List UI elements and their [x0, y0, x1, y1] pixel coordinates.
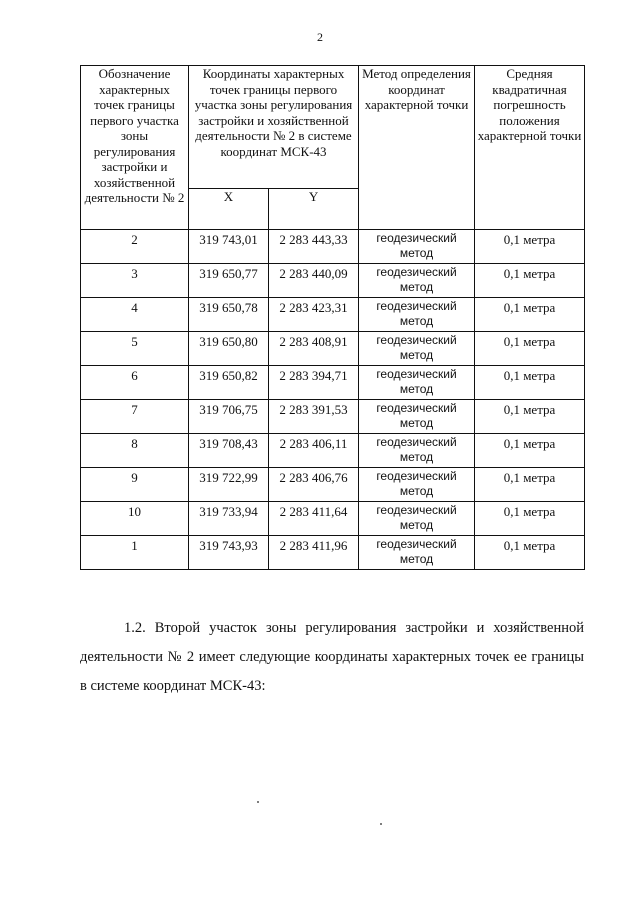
cell-point: 6	[81, 366, 189, 400]
cell-method: геодезический метод	[359, 502, 475, 536]
cell-method: геодезический метод	[359, 332, 475, 366]
cell-y: 2 283 423,31	[269, 298, 359, 332]
header-coordinates: Координаты характерных точек границы первого участка зоны регулирования застройки и хозяйственной деятельности № 2 в системе координат МСК-43	[189, 66, 359, 189]
cell-y: 2 283 408,91	[269, 332, 359, 366]
table-row	[81, 536, 585, 570]
cell-y: 2 283 391,53	[269, 400, 359, 434]
paragraph-text: 1.2. Второй участок зоны регулирования застройки и хозяйственной деятельности № 2 имеет следующие координаты характерных точек ее границы в системе координат МСК-43:	[80, 620, 584, 694]
cell-method: геодезический метод	[359, 264, 475, 298]
header-x: X	[189, 189, 269, 230]
cell-x: 319 708,43	[189, 434, 269, 468]
cell-x: 319 706,75	[189, 400, 269, 434]
coordinates-table	[80, 65, 585, 570]
cell-method: геодезический метод	[359, 434, 475, 468]
cell-y: 2 283 406,11	[269, 434, 359, 468]
cell-x: 319 650,77	[189, 264, 269, 298]
cell-error: 0,1 метра	[475, 332, 585, 366]
cell-error: 0,1 метра	[475, 298, 585, 332]
table-row	[81, 366, 585, 400]
cell-method: геодезический метод	[359, 366, 475, 400]
cell-method: геодезический метод	[359, 230, 475, 264]
cell-y: 2 283 411,64	[269, 502, 359, 536]
cell-point: 3	[81, 264, 189, 298]
header-point-designation: Обозначение характерных точек границы первого участка зоны регулирования застройки и хозяйственной деятельности № 2	[81, 66, 189, 230]
cell-x: 319 743,93	[189, 536, 269, 570]
cell-y: 2 283 440,09	[269, 264, 359, 298]
cell-y: 2 283 443,33	[269, 230, 359, 264]
table-row	[81, 298, 585, 332]
cell-x: 319 722,99	[189, 468, 269, 502]
section-paragraph	[80, 614, 584, 701]
cell-error: 0,1 метра	[475, 366, 585, 400]
cell-method: геодезический метод	[359, 400, 475, 434]
page-number: 2	[317, 30, 323, 44]
cell-point: 9	[81, 468, 189, 502]
cell-x: 319 733,94	[189, 502, 269, 536]
cell-x: 319 743,01	[189, 230, 269, 264]
cell-y: 2 283 406,76	[269, 468, 359, 502]
table-row	[81, 264, 585, 298]
cell-error: 0,1 метра	[475, 468, 585, 502]
header-y: Y	[269, 189, 359, 230]
cell-x: 319 650,80	[189, 332, 269, 366]
cell-point: 4	[81, 298, 189, 332]
cell-method: геодезический метод	[359, 468, 475, 502]
header-error: Средняя квадратичная погрешность положения характерной точки	[475, 66, 585, 230]
cell-error: 0,1 метра	[475, 502, 585, 536]
table-row	[81, 468, 585, 502]
table-row	[81, 230, 585, 264]
cell-point: 5	[81, 332, 189, 366]
cell-x: 319 650,78	[189, 298, 269, 332]
cell-x: 319 650,82	[189, 366, 269, 400]
cell-error: 0,1 метра	[475, 434, 585, 468]
cell-error: 0,1 метра	[475, 230, 585, 264]
cell-error: 0,1 метра	[475, 264, 585, 298]
cell-error: 0,1 метра	[475, 536, 585, 570]
cell-method: геодезический метод	[359, 298, 475, 332]
table-row	[81, 400, 585, 434]
cell-point: 8	[81, 434, 189, 468]
cell-y: 2 283 411,96	[269, 536, 359, 570]
table-row	[81, 434, 585, 468]
cell-error: 0,1 метра	[475, 400, 585, 434]
cell-method: геодезический метод	[359, 536, 475, 570]
table-row	[81, 502, 585, 536]
cell-y: 2 283 394,71	[269, 366, 359, 400]
cell-point: 7	[81, 400, 189, 434]
cell-point: 10	[81, 502, 189, 536]
cell-point: 1	[81, 536, 189, 570]
table-row	[81, 332, 585, 366]
header-method: Метод определения координат характерной точки	[359, 66, 475, 230]
cell-point: 2	[81, 230, 189, 264]
